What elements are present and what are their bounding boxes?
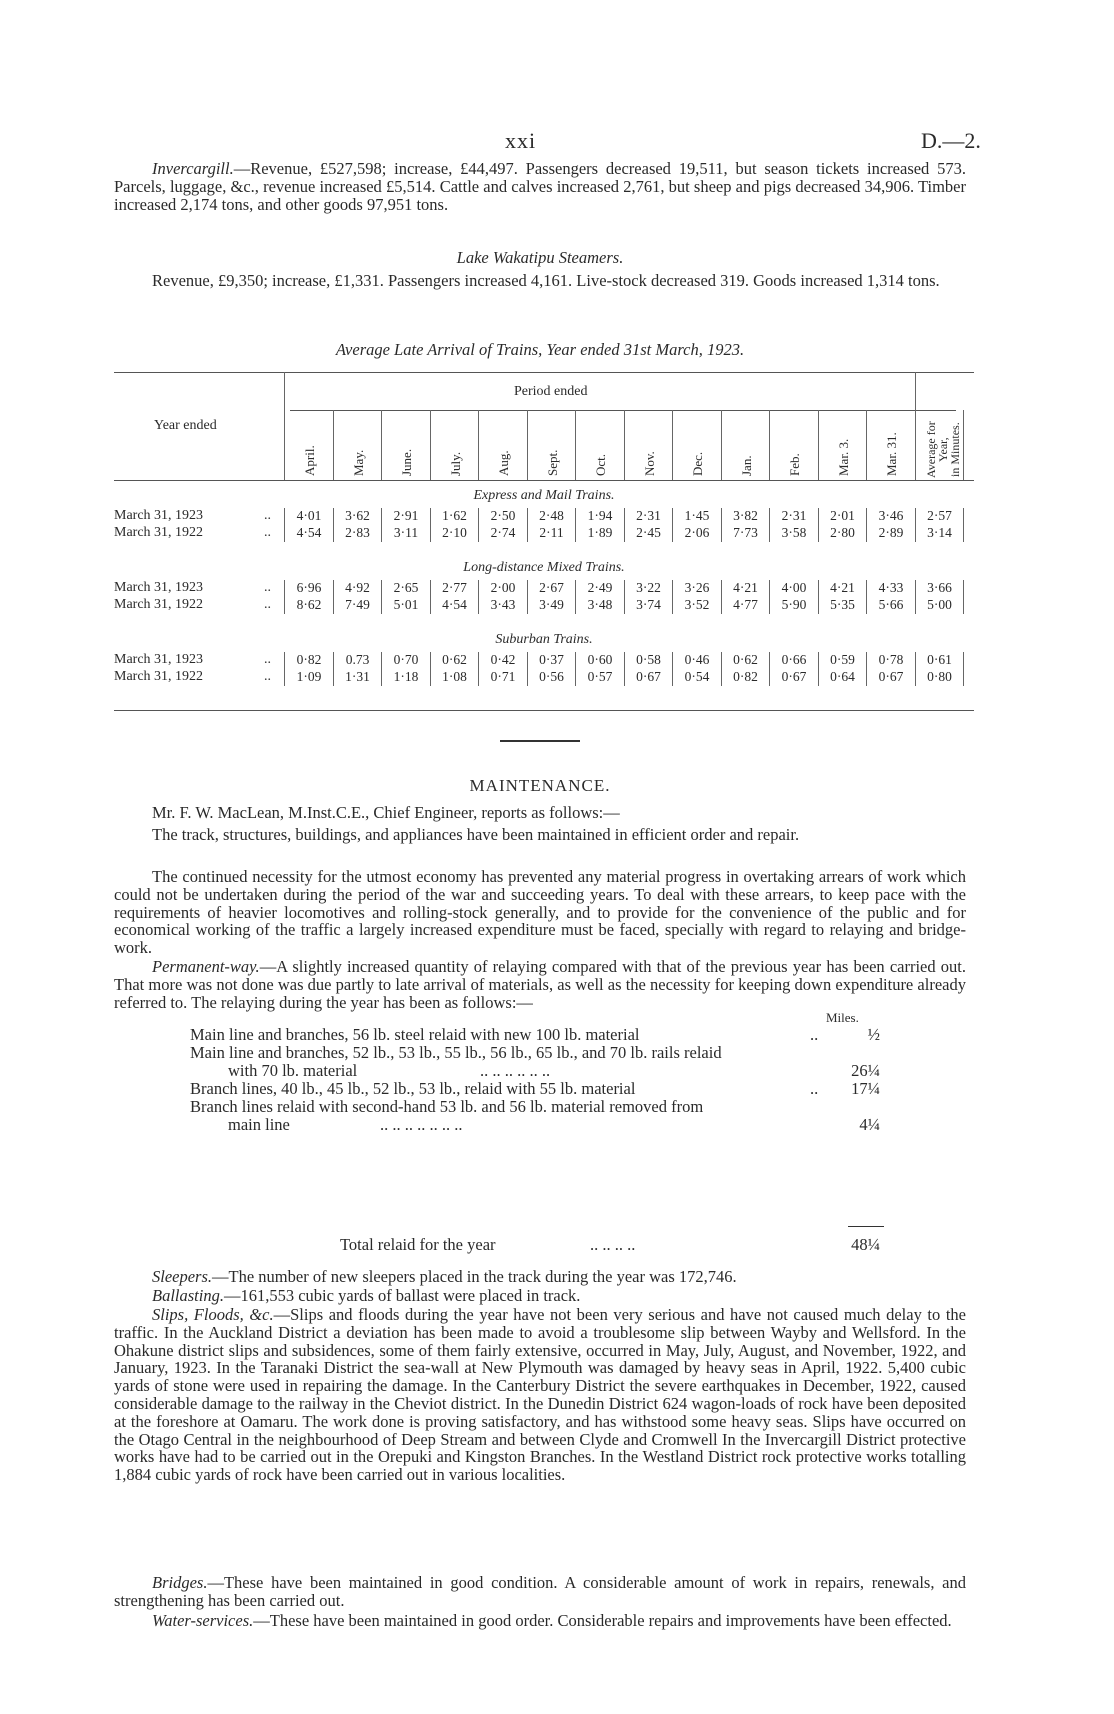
table-cell: 2·31: [781, 508, 807, 523]
month-header: Jan.: [738, 455, 754, 476]
table-cell: 0·60: [587, 652, 613, 667]
relay-row: main line .. .. .. .. .. .. .. 4¼: [228, 1115, 880, 1134]
table-cell: 2·50: [490, 508, 516, 523]
column-rule: [333, 410, 334, 480]
table-cell: 3·14: [927, 525, 952, 540]
table-cell: 5·35: [830, 597, 855, 612]
table-cell: 2·67: [539, 580, 564, 595]
column-rule: [672, 410, 673, 480]
table-cell: 4·21: [830, 580, 855, 595]
miles-column-header: Miles.: [826, 1010, 859, 1025]
table-cell: 3·66: [927, 580, 952, 595]
column-rule: [866, 410, 867, 480]
cell-rule: [769, 508, 770, 542]
table-cell: 0·66: [781, 652, 807, 667]
month-header: Oct.: [593, 453, 608, 476]
table-cell: 2·65: [393, 580, 419, 595]
month-header: May.: [350, 449, 366, 476]
column-rule: [575, 410, 576, 480]
row-leader-dots: ..: [264, 508, 271, 523]
cell-rule: [284, 580, 285, 614]
cell-rule: [381, 652, 382, 686]
train-section-title: Suburban Trains.: [495, 632, 593, 647]
table-cell: 2·48: [539, 508, 564, 523]
cell-rule: [430, 508, 431, 542]
relay-row: Branch lines, 40 lb., 45 lb., 52 lb., 53 lb., relaid with 55 lb. material .. 17¼: [190, 1079, 880, 1098]
table-cell: 4·77: [733, 597, 758, 612]
table-cell: 1·62: [442, 508, 467, 523]
cell-rule: [381, 508, 382, 542]
table-cell: 4·54: [442, 597, 467, 612]
cell-rule: [769, 652, 770, 686]
cell-rule: [478, 508, 479, 542]
table-cell: 4·92: [345, 580, 370, 595]
year-ended-header: Year ended: [154, 418, 217, 433]
row-leader-dots: ..: [264, 597, 271, 612]
cell-rule: [963, 652, 964, 686]
lake-wakatipu-paragraph: Revenue, £9,350; increase, £1,331. Passengers increased 4,161. Live-stock decreased 319. Goods increased 1,314 tons.: [152, 271, 940, 290]
sleepers-paragraph: Sleepers.—The number of new sleepers placed in the track during the year was 172,746.: [152, 1267, 737, 1286]
month-header: April.: [302, 445, 317, 476]
month-header: Nov.: [641, 451, 657, 476]
cell-rule: [624, 580, 625, 614]
table-cell: 0·59: [830, 652, 855, 667]
relay-row: with 70 lb. material .. .. .. .. .. .. 26¼: [228, 1061, 880, 1080]
column-rule: [478, 410, 479, 480]
train-section-title: Express and Mail Trains.: [473, 488, 615, 503]
cell-rule: [624, 652, 625, 686]
cell-rule: [478, 652, 479, 686]
month-header: Feb.: [787, 453, 802, 476]
cell-rule: [333, 652, 334, 686]
invercargill-paragraph: [114, 160, 966, 213]
table-cell: 0·57: [587, 669, 613, 684]
column-rule: [430, 410, 431, 480]
table-cell: 0·56: [539, 669, 564, 684]
table-top-rule: [114, 372, 974, 373]
table-cell: 4·54: [296, 525, 322, 540]
maintenance-paragraph-2: The continued necessity for the utmost economy has prevented any material progress in overtaking arrears of work which could not be undertaken during the period of the war and succeeding years. To deal with these arrears, to keep pace with the requirements of heavier locomotives and rolling-stock generally, and to provide for the convenience of the public and for economical working of the traffic a largely increased expenditure must be faced, specially with regard to relaying and bridge-work.: [114, 867, 966, 958]
table-cell: 4·00: [781, 580, 807, 595]
column-rule: [818, 410, 819, 480]
table-cell: 2·45: [636, 525, 661, 540]
document-reference: D.—2.: [921, 128, 981, 153]
cell-rule: [769, 580, 770, 614]
cell-rule: [284, 508, 285, 542]
relaying-total: [190, 1236, 880, 1254]
table-cell: 8·62: [296, 597, 322, 612]
table-cell: 2·01: [830, 508, 855, 523]
cell-rule: [963, 508, 964, 542]
total-rule: [848, 1226, 884, 1227]
table-cell: 0·64: [830, 669, 855, 684]
month-header: June.: [399, 448, 414, 476]
row-leader-dots: ..: [264, 652, 271, 667]
table-cell: 0·80: [927, 669, 952, 684]
table-cell: 2·49: [587, 580, 613, 595]
table-cell: 5·00: [927, 597, 952, 612]
month-header: Mar. 31.: [884, 432, 899, 476]
table-cell: 5·90: [781, 597, 807, 612]
table-cell: 0·62: [733, 652, 758, 667]
cell-rule: [527, 580, 528, 614]
late-arrival-title: Average Late Arrival of Trains, Year ended 31st March, 1923.: [335, 340, 745, 359]
table-cell: 0·62: [442, 652, 467, 667]
table-cell: 0·58: [636, 652, 661, 667]
table-cell: 3·46: [878, 508, 904, 523]
table-cell: 0·67: [636, 669, 661, 684]
ballasting-paragraph: Ballasting.—161,553 cubic yards of ballast were placed in track.: [152, 1286, 581, 1305]
table-cell: 3·22: [636, 580, 661, 595]
cell-rule: [333, 508, 334, 542]
cell-rule: [672, 580, 673, 614]
invercargill-label: Invercargill.: [152, 159, 234, 178]
lake-wakatipu-heading: Lake Wakatipu Steamers.: [456, 248, 624, 267]
late-arrival-table: [114, 372, 974, 712]
table-cell: 3·43: [490, 597, 516, 612]
cell-rule: [721, 508, 722, 542]
column-rule: [284, 372, 285, 480]
table-cell: 0·67: [878, 669, 904, 684]
row-label: March 31, 1922: [114, 525, 204, 540]
table-cell: 2·74: [490, 525, 516, 540]
table-cell: 0·37: [539, 652, 564, 667]
bridges-paragraph: Bridges.—These have been maintained in good condition. A considerable amount of work in repairs, renewals, and strengthening has been carried out.: [114, 1573, 966, 1610]
table-cell: 1·08: [442, 669, 467, 684]
column-rule: [915, 372, 916, 480]
table-cell: 2·77: [442, 580, 467, 595]
table-cell: 3·62: [345, 508, 370, 523]
table-cell: 5·66: [878, 597, 904, 612]
table-cell: 2·31: [636, 508, 661, 523]
table-cell: 3·11: [393, 525, 419, 540]
table-cell: 2·10: [442, 525, 467, 540]
section-divider: [500, 740, 580, 742]
table-cell: 1·89: [587, 525, 613, 540]
table-cell: 3·74: [636, 597, 661, 612]
permanent-way-paragraph: [114, 958, 966, 1011]
maintenance-paragraph-1: The track, structures, buildings, and appliances have been maintained in efficient order and repair.: [152, 825, 800, 844]
table-cell: 3·26: [684, 580, 710, 595]
table-cell: 4·01: [296, 508, 322, 523]
maintenance-heading: MAINTENANCE.: [469, 776, 611, 795]
month-header: July.: [447, 451, 463, 476]
column-rule: [624, 410, 625, 480]
cell-rule: [430, 580, 431, 614]
cell-rule: [381, 580, 382, 614]
total-row: Total relaid for the year .. .. .. .. 48¼: [340, 1235, 880, 1254]
invercargill-text: —Revenue, £527,598; increase, £44,497. Passengers decreased 19,511, but season tickets increased 573. Parcels, luggage, &c., revenue increased £5,514. Cattle and calves increased 2,761, but sheep and pigs decreased 34,906. Timber increased 2,174 tons, and other goods 97,951 tons.: [114, 159, 966, 214]
cell-rule: [284, 652, 285, 686]
permanent-way-label: Permanent-way.: [152, 957, 260, 976]
maintenance-intro: Mr. F. W. MacLean, M.Inst.C.E., Chief Engineer, reports as follows:—: [152, 803, 620, 822]
table-cell: 0·78: [878, 652, 904, 667]
relay-row: Main line and branches, 56 lb. steel relaid with new 100 lb. material .. ½: [190, 1025, 880, 1044]
table-cell: 0·82: [733, 669, 758, 684]
month-header: Sept.: [544, 449, 560, 476]
cell-rule: [527, 508, 528, 542]
table-cell: 0·61: [927, 652, 952, 667]
table-cell: 2·89: [878, 525, 904, 540]
row-leader-dots: ..: [264, 525, 271, 540]
table-cell: 2·06: [684, 525, 710, 540]
cell-rule: [866, 652, 867, 686]
relay-row: Main line and branches, 52 lb., 53 lb., 55 lb., 56 lb., 65 lb., and 70 lb. rails relaid: [190, 1043, 722, 1062]
table-cell: 2·11: [539, 525, 564, 540]
table-cell: 2·83: [345, 525, 370, 540]
table-cell: 3·48: [587, 597, 613, 612]
cell-rule: [430, 652, 431, 686]
table-cell: 0·54: [684, 669, 710, 684]
table-cell: 1·18: [393, 669, 419, 684]
table-cell: 0·42: [490, 652, 516, 667]
cell-rule: [866, 508, 867, 542]
relay-row: Branch lines relaid with second-hand 53 lb. and 56 lb. material removed from: [190, 1097, 704, 1116]
table-cell: 5·01: [393, 597, 419, 612]
cell-rule: [575, 580, 576, 614]
page-number: xxi: [505, 128, 537, 153]
table-cell: 1·94: [587, 508, 613, 523]
row-leader-dots: ..: [264, 669, 271, 684]
column-rule: [381, 410, 382, 480]
column-rule: [527, 410, 528, 480]
table-bottom-rule: [114, 710, 974, 711]
table-cell: 3·49: [539, 597, 564, 612]
table-cell: 0·67: [781, 669, 807, 684]
cell-rule: [818, 652, 819, 686]
table-cell: 2·57: [927, 508, 952, 523]
cell-rule: [575, 508, 576, 542]
month-header: Dec.: [690, 451, 705, 476]
table-cell: 1·09: [296, 669, 322, 684]
table-cell: 1·31: [345, 669, 370, 684]
cell-rule: [333, 580, 334, 614]
train-section-title: Long-distance Mixed Trains.: [463, 560, 625, 575]
table-cell: 0·46: [684, 652, 710, 667]
table-cell: 0·82: [296, 652, 322, 667]
period-ended-header: Period ended: [514, 384, 588, 399]
table-cell: 7·73: [733, 525, 758, 540]
column-rule: [963, 410, 964, 480]
row-leader-dots: ..: [264, 580, 271, 595]
permanent-way-text: —A slightly increased quantity of relaying compared with that of the previous year has been carried out. That more was not done was due partly to late arrival of materials, as well as the necessity for keeping down expenditure already referred to. The relaying during the year has been as follows:—: [114, 957, 966, 1012]
water-services-paragraph: Water-services.—These have been maintained in good order. Considerable repairs and improvements have been effected.: [152, 1611, 952, 1630]
cell-rule: [478, 580, 479, 614]
column-rule: [721, 410, 722, 480]
cell-rule: [915, 652, 916, 686]
cell-rule: [721, 580, 722, 614]
cell-rule: [915, 580, 916, 614]
cell-rule: [721, 652, 722, 686]
table-cell: 4·33: [878, 580, 904, 595]
table-cell: 6·96: [296, 580, 322, 595]
cell-rule: [915, 508, 916, 542]
table-cell: 1·45: [684, 508, 710, 523]
column-rule: [769, 410, 770, 480]
month-header: Aug.: [496, 450, 511, 476]
relaying-list: [190, 1026, 880, 1134]
cell-rule: [527, 652, 528, 686]
table-cell: 2·91: [393, 508, 419, 523]
cell-rule: [575, 652, 576, 686]
average-header: Average for Year, in Minutes.: [923, 421, 962, 478]
cell-rule: [963, 580, 964, 614]
cell-rule: [672, 652, 673, 686]
row-label: March 31, 1923: [114, 580, 204, 595]
table-cell: 3·82: [733, 508, 758, 523]
table-cell: 0.73: [345, 652, 370, 667]
table-cell: 3·58: [781, 525, 807, 540]
month-header: Mar. 3.: [835, 438, 851, 476]
table-header-bottom-rule: [114, 480, 974, 481]
row-label: March 31, 1923: [114, 508, 204, 523]
cell-rule: [672, 508, 673, 542]
cell-rule: [818, 508, 819, 542]
cell-rule: [866, 580, 867, 614]
cell-rule: [818, 580, 819, 614]
table-cell: 4·21: [733, 580, 758, 595]
table-cell: 2·00: [490, 580, 516, 595]
slips-floods-paragraph: Slips, Floods, &c.—Slips and floods during the year have not been very serious and have not caused much delay to the traffic. In the Auckland District a deviation has been made to avoid a troublesome slip between Wayby and Wellsford. In the Ohakune district slips and subsidences, some of them fairly extensive, occurred in May, July, August, and November, 1922, and January, 1923. In the Taranaki District the sea-wall at New Plymouth was damaged by heavy seas in April, 1922. 5,400 cubic yards of stone were used in repairing the damage. In the Canterbury District the severe earthquakes in December, 1922, caused considerable damage to the railway in the Cheviot district. In the Dunedin District 624 wagon-loads of rock have been deposited at the foreshore at Oamaru. The work done is proving satisfactory, and has withstood some heavy seas. Slips have occurred on the Otago Central in the neighbourhood of Deep Stream and between Clyde and Cromwell In the Invercargill District protective works have had to be carried out in the Orepuki and Kingston Branches. In the Westland District rock protective works totalling 1,884 cubic yards of rock have been carried out in various localities.: [114, 1305, 966, 1485]
row-label: March 31, 1922: [114, 669, 204, 684]
cell-rule: [624, 508, 625, 542]
table-cell: 3·52: [684, 597, 710, 612]
table-cell: 2·80: [830, 525, 855, 540]
table-cell: 0·71: [490, 669, 516, 684]
table-cell: 7·49: [345, 597, 370, 612]
row-label: March 31, 1922: [114, 597, 204, 612]
row-label: March 31, 1923: [114, 652, 204, 667]
table-cell: 0·70: [393, 652, 419, 667]
